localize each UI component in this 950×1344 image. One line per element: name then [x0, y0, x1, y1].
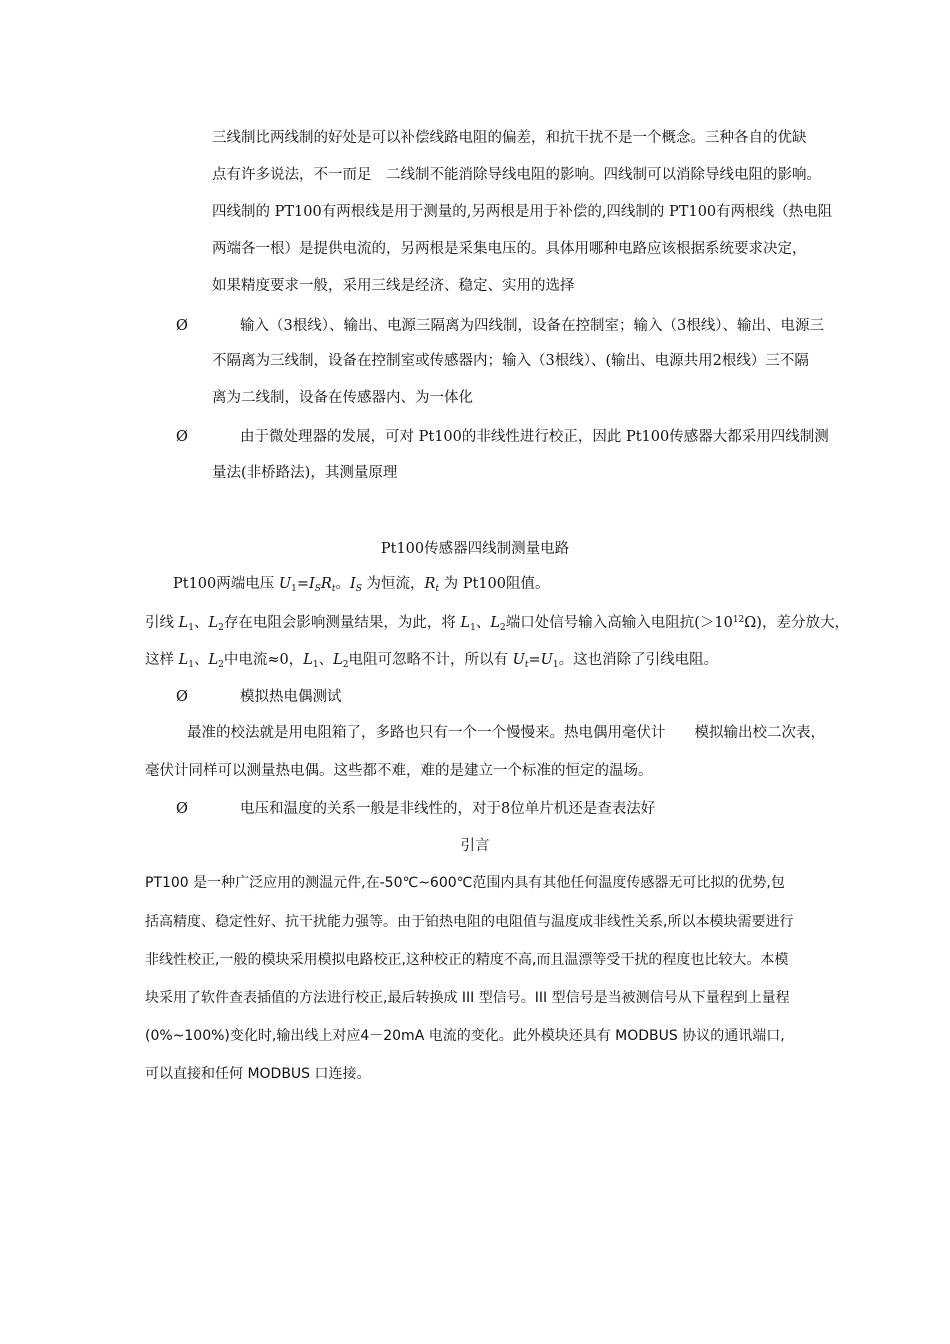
- intro-heading: 引言: [460, 838, 490, 854]
- symbol-r: R: [320, 576, 332, 592]
- text: 这样: [145, 652, 179, 668]
- subscript: t: [435, 584, 440, 594]
- text-line: PT100 是一种广泛应用的测温元件,在-50℃~600℃范围内具有其他任何温度传感器无可比拟的优势,包: [145, 875, 785, 891]
- text-line: 可以直接和任何 MODBUS 口连接。: [145, 1066, 371, 1082]
- symbol-r: R: [424, 576, 436, 592]
- bullet-marker: Ø: [176, 801, 188, 817]
- subscript: t: [331, 584, 336, 594]
- symbol-l: L: [460, 615, 471, 631]
- text: 电阻可忽略不计，所以有: [348, 652, 513, 668]
- equals-sign: =: [296, 576, 309, 592]
- bullet-marker: Ø: [176, 689, 188, 705]
- text: 。这也消除了引线电阻。: [558, 652, 719, 668]
- subscript: S: [355, 584, 362, 594]
- text: 、: [193, 615, 209, 631]
- formula-text: 为恒流，: [361, 576, 425, 592]
- subscript: 1: [291, 584, 297, 594]
- text: 、: [318, 652, 334, 668]
- exponent: 12: [732, 615, 745, 625]
- equals-sign: =: [528, 652, 541, 668]
- text: 、: [193, 652, 209, 668]
- text: 引线: [145, 615, 179, 631]
- subscript: 1: [188, 623, 194, 633]
- symbol-l: L: [303, 652, 313, 668]
- text-line: 三线制比两线制的好处是可以补偿线路电阻的偏差，和抗干扰不是一个概念。三种各自的优缺: [212, 130, 807, 146]
- text: Ω)，差分放大，: [744, 615, 849, 631]
- symbol-i: I: [349, 576, 356, 592]
- formula-text: 为 Pt100阻值。: [439, 576, 550, 592]
- text-line: 如果精度要求一般，采用三线是经济、稳定、实用的选择: [212, 278, 575, 294]
- symbol-l: L: [333, 652, 343, 668]
- subscript: t: [524, 660, 529, 670]
- bullet-marker: Ø: [176, 429, 188, 445]
- text-line: 括高精度、稳定性好、抗干扰能力强等。由于铂热电阻的电阻值与温度成非线性关系,所以本模块需要进行: [145, 914, 794, 930]
- symbol-u: U: [512, 652, 525, 668]
- lead-resistance-line-1: [145, 613, 849, 633]
- text: 端口处信号输入高输入电阻抗(＞10: [505, 615, 733, 631]
- symbol-l: L: [208, 615, 219, 631]
- symbol-i: I: [309, 576, 315, 592]
- text-line: 由于微处理器的发展，可对 Pt100的非线性进行校正，因此 Pt100传感器大都采用四线制测: [240, 429, 829, 445]
- text: 存在电阻会影响测量结果，为此，将: [223, 615, 461, 631]
- formula-line: [173, 574, 550, 594]
- bullet-marker: Ø: [176, 318, 188, 334]
- text: 中电流≈0，: [223, 652, 304, 668]
- subscript: 1: [470, 623, 476, 633]
- formula-text: Pt100两端电压: [173, 576, 279, 592]
- text-line: 模拟热电偶测试: [240, 689, 342, 705]
- text-line: 电压和温度的关系一般是非线性的，对于8位单片机还是查表法好: [240, 801, 656, 817]
- text-line: 点有许多说法，不一而足 二线制不能消除导线电阻的影响。四线制可以消除导线电阻的影响。: [212, 167, 821, 183]
- text-line: 最准的校法就是用电阻箱了，多路也只有一个一个慢慢来。热电偶用毫伏计 模拟输出校二次表，: [187, 725, 825, 741]
- lead-resistance-line-2: [145, 650, 718, 670]
- text-line: (0%~100%)变化时,输出线上对应4－20mA 电流的变化。此外模块还具有 MODBUS 协议的通讯端口,: [145, 1028, 785, 1044]
- subscript: S: [314, 584, 321, 594]
- text: 、: [475, 615, 491, 631]
- subscript: 1: [312, 660, 319, 670]
- subscript: 1: [552, 660, 559, 670]
- formula-text: 。: [335, 576, 350, 592]
- symbol-u: U: [540, 652, 553, 668]
- subscript: 2: [499, 623, 506, 633]
- subscript: 1: [188, 660, 194, 670]
- text-line: 两端各一根）是提供电流的，另两根是采集电压的。具体用哪种电路应该根据系统要求决定，: [212, 241, 807, 257]
- text-line: 不隔离为三线制，设备在控制室或传感器内；输入（3根线）、(输出、电源共用2根线）三不隔: [212, 353, 809, 369]
- subscript: 2: [218, 660, 224, 670]
- text-line: 输入（3根线）、输出、电源三隔离为四线制，设备在控制室；输入（3根线）、输出、电源三: [240, 318, 824, 334]
- symbol-l: L: [208, 652, 219, 668]
- text-line: 非线性校正,一般的模块采用模拟电路校正,这种校正的精度不高,而且温漂等受干扰的程度也比较大。本模: [145, 952, 789, 968]
- subscript: 2: [218, 623, 224, 633]
- text-line: 毫伏计同样可以测量热电偶。这些都不难，难的是建立一个标准的恒定的温场。: [145, 763, 653, 779]
- circuit-caption: Pt100传感器四线制测量电路: [380, 541, 570, 557]
- symbol-l: L: [178, 615, 189, 631]
- text-line: 离为二线制，设备在传感器内、为一体化: [212, 390, 473, 406]
- symbol-l: L: [490, 615, 500, 631]
- subscript: 2: [342, 660, 349, 670]
- symbol-u: U: [278, 576, 292, 592]
- text-line: 四线制的 PT100有两根线是用于测量的,另两根是用于补偿的,四线制的 PT100有两根线（热电阻: [212, 204, 833, 220]
- text-line: 量法(非桥路法)，其测量原理: [212, 465, 398, 481]
- text-line: 块采用了软件查表插值的方法进行校正,最后转换成 III 型信号。III 型信号是当被测信号从下量程到上量程: [145, 990, 790, 1006]
- symbol-l: L: [178, 652, 189, 668]
